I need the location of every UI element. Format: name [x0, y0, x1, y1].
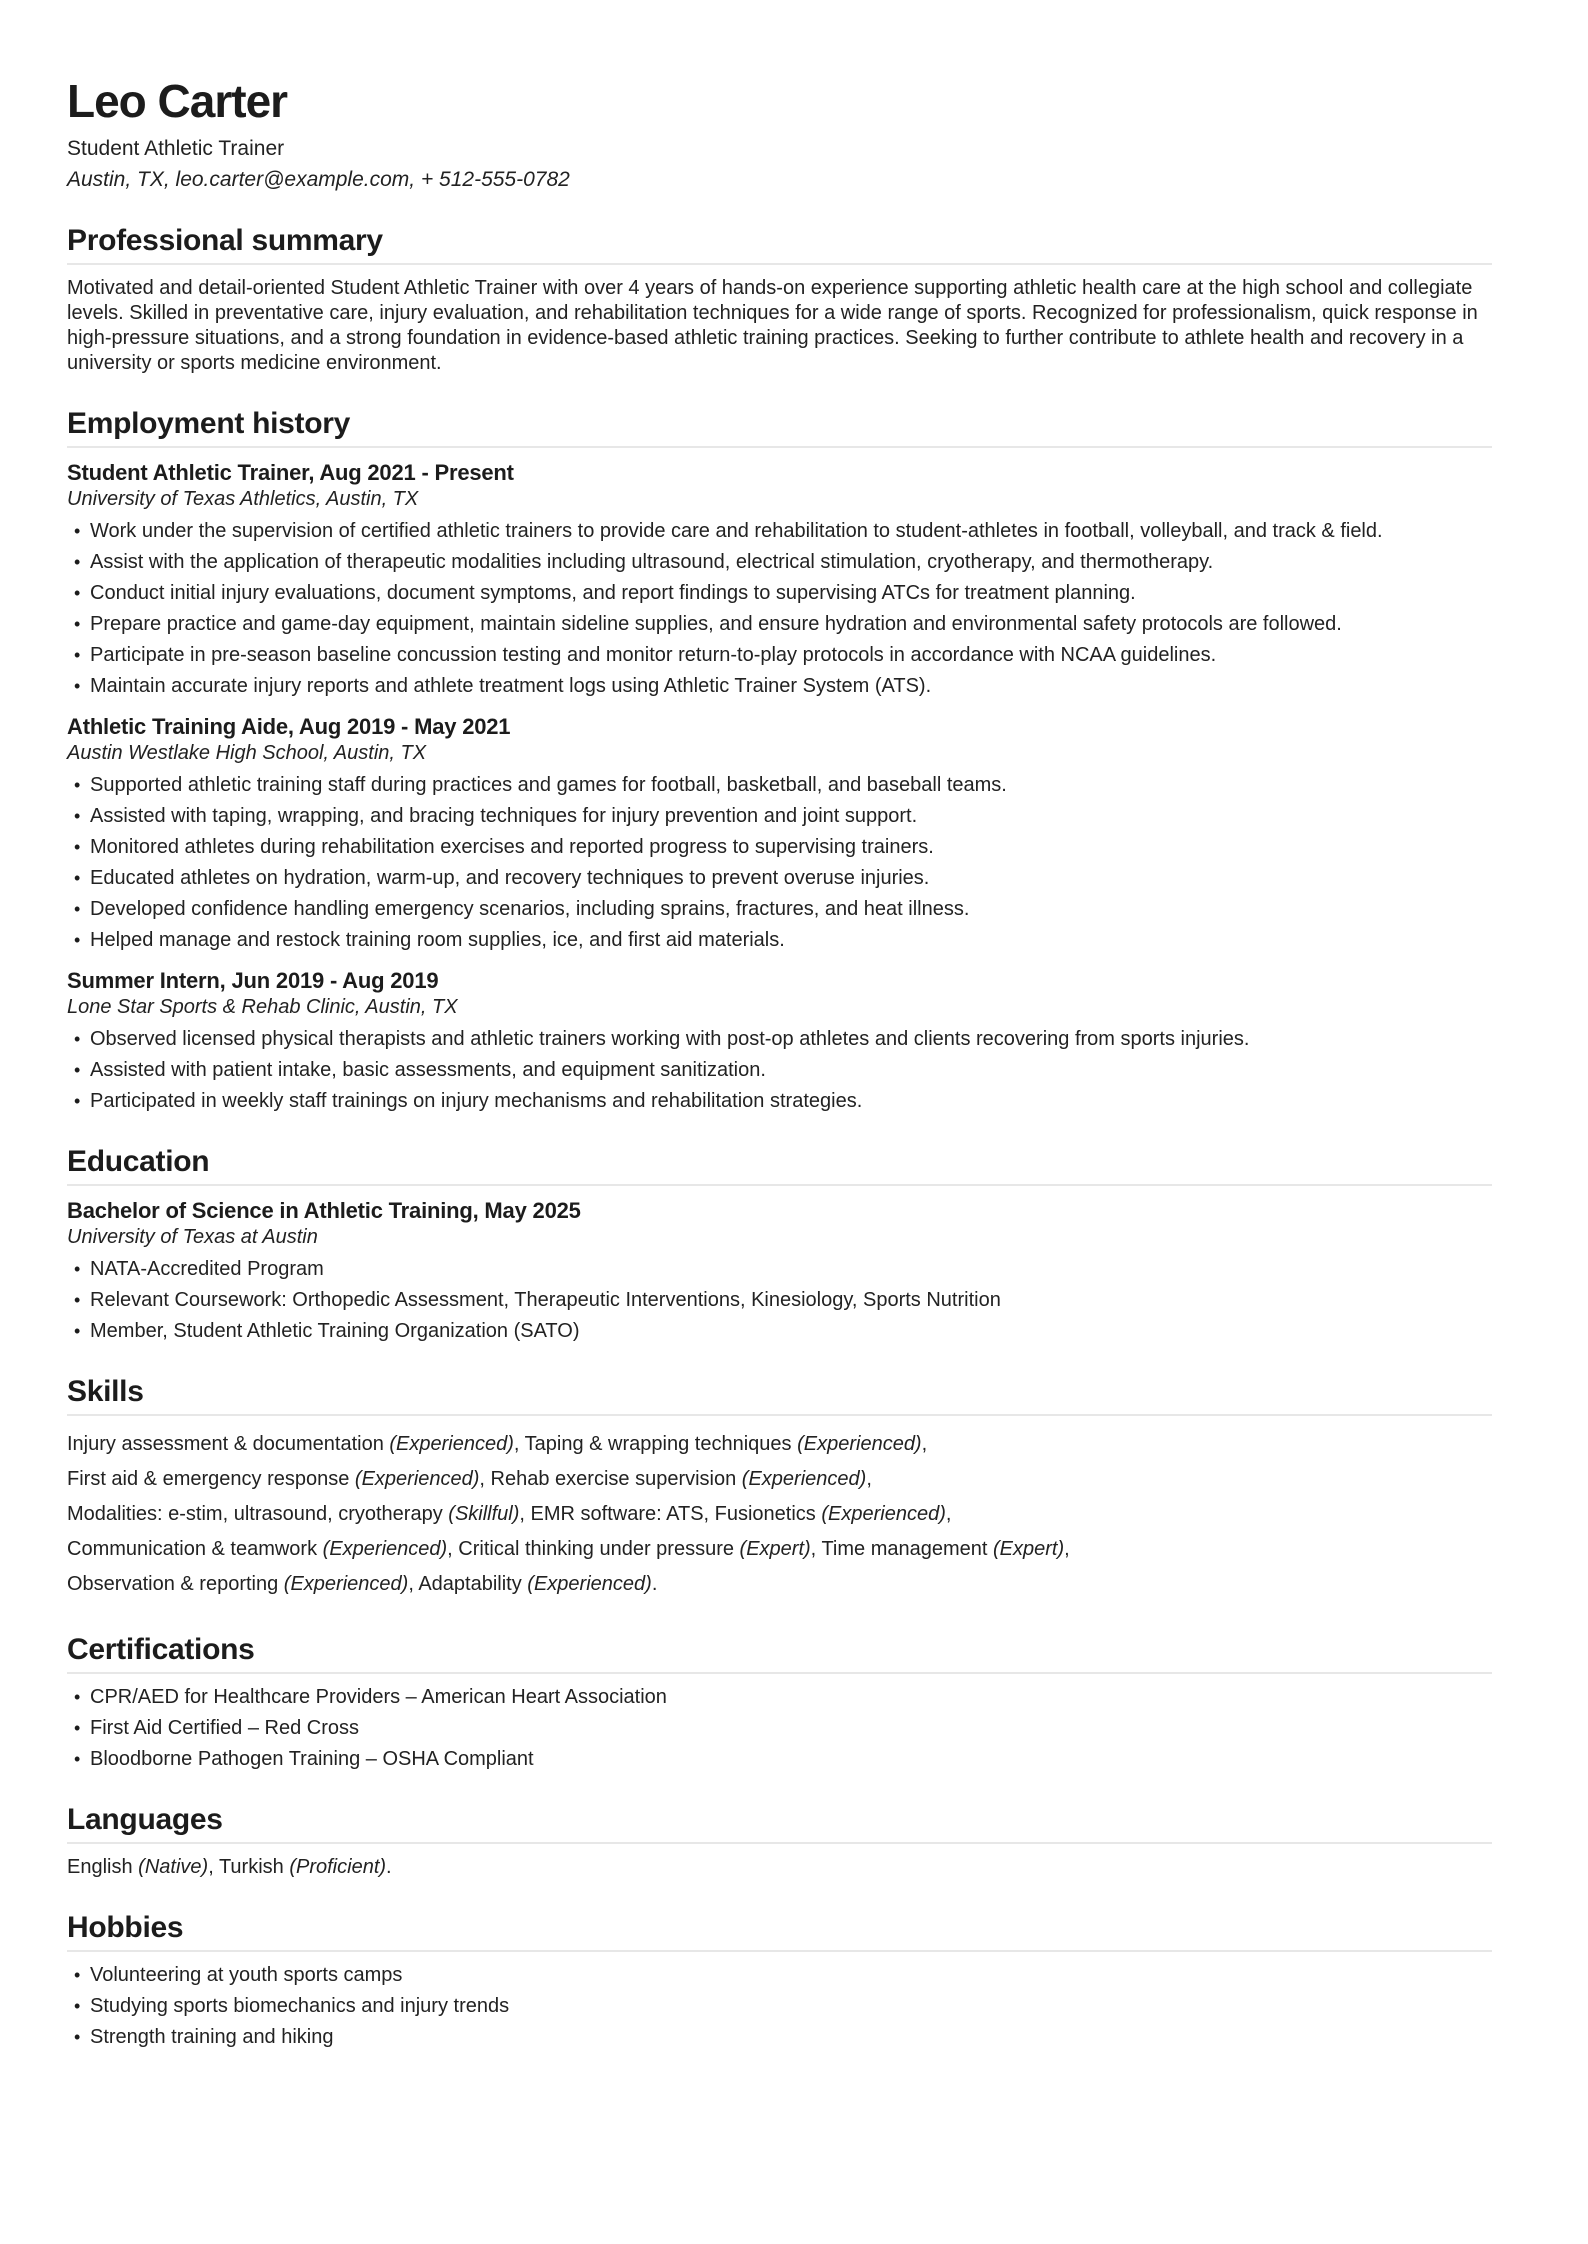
job-bullet: • Participated in weekly staff trainings on injury mechanisms and rehabilitation strategies.	[67, 1089, 1492, 1114]
job-bullet: • Assisted with patient intake, basic assessments, and equipment sanitization.	[67, 1058, 1492, 1083]
skill-item: EMR software: ATS, Fusionetics (Experienced),	[530, 1503, 952, 1525]
hobby-item: • Strength training and hiking	[67, 2025, 1492, 2050]
skill-item: Critical thinking under pressure (Expert),	[458, 1538, 822, 1560]
job-bullet: • Assisted with taping, wrapping, and bracing techniques for injury prevention and joint support.	[67, 804, 1492, 829]
section-divider	[67, 1184, 1492, 1186]
job-bullet: • Conduct initial injury evaluations, document symptoms, and report findings to supervising ATCs for treatment planning.	[67, 581, 1492, 606]
job-title: Athletic Training Aide, Aug 2019 - May 2021	[67, 714, 511, 739]
skills-list	[67, 1427, 1492, 1602]
hobby-item: • Studying sports biomechanics and injury trends	[67, 1994, 1492, 2019]
job-bullet: • Maintain accurate injury reports and athlete treatment logs using Athletic Trainer System (ATS).	[67, 674, 1492, 699]
education-degree: Bachelor of Science in Athletic Training, May 2025	[67, 1198, 581, 1223]
section-divider	[67, 263, 1492, 265]
skill-item: Rehab exercise supervision (Experienced),	[490, 1468, 872, 1490]
section-heading-languages: Languages	[67, 1803, 223, 1836]
section-divider	[67, 1950, 1492, 1952]
candidate-name: Leo Carter	[67, 75, 288, 127]
skills-line	[67, 1427, 1492, 1462]
skill-item: Modalities: e-stim, ultrasound, cryotherapy (Skillful),	[67, 1503, 531, 1525]
candidate-job-title: Student Athletic Trainer	[67, 137, 285, 160]
hobbies-list	[67, 1963, 1492, 2050]
job-entry	[67, 459, 1492, 699]
section-education	[67, 1145, 1492, 1344]
section-divider	[67, 1414, 1492, 1416]
section-hobbies	[67, 1911, 1492, 2050]
job-company: University of Texas Athletics, Austin, TX	[67, 488, 419, 510]
education-school: University of Texas at Austin	[67, 1226, 318, 1248]
skill-item: First aid & emergency response (Experienced),	[67, 1468, 491, 1490]
resume-header	[67, 76, 1492, 193]
skills-line	[67, 1532, 1492, 1567]
section-divider	[67, 446, 1492, 448]
job-title: Student Athletic Trainer, Aug 2021 - Present	[67, 460, 514, 485]
certification-item: • Bloodborne Pathogen Training – OSHA Compliant	[67, 1747, 1492, 1772]
skill-item: Observation & reporting (Experienced),	[67, 1573, 419, 1595]
skill-item: Injury assessment & documentation (Experienced),	[67, 1433, 525, 1455]
job-company: Lone Star Sports & Rehab Clinic, Austin, TX	[67, 996, 458, 1018]
job-bullet-list	[67, 773, 1492, 953]
section-heading-professional-summary: Professional summary	[67, 224, 383, 257]
job-bullet: • Developed confidence handling emergency scenarios, including sprains, fractures, and heat illness.	[67, 897, 1492, 922]
education-entry	[67, 1197, 1492, 1344]
job-bullet: • Assist with the application of therapeutic modalities including ultrasound, electrical stimulation, cryotherapy, and thermotherapy.	[67, 550, 1492, 575]
education-bullet-list	[67, 1257, 1492, 1344]
job-entry	[67, 967, 1492, 1114]
candidate-contact-line: Austin, TX, leo.carter@example.com, + 512-555-0782	[67, 168, 570, 191]
job-bullet: • Monitored athletes during rehabilitation exercises and reported progress to supervising trainers.	[67, 835, 1492, 860]
job-bullet-list	[67, 519, 1492, 699]
section-professional-summary	[67, 224, 1492, 376]
section-employment-history	[67, 407, 1492, 1114]
skill-item: Adaptability (Experienced).	[418, 1573, 658, 1595]
language-item: English (Native),	[67, 1856, 219, 1878]
skill-item: Taping & wrapping techniques (Experienced),	[524, 1433, 928, 1455]
skills-line	[67, 1567, 1492, 1602]
job-bullet: • Helped manage and restock training room supplies, ice, and first aid materials.	[67, 928, 1492, 953]
section-heading-certifications: Certifications	[67, 1633, 255, 1666]
job-title: Summer Intern, Jun 2019 - Aug 2019	[67, 968, 439, 993]
job-bullet-list	[67, 1027, 1492, 1114]
skill-item: Communication & teamwork (Experienced),	[67, 1538, 459, 1560]
languages-line	[67, 1855, 1492, 1880]
education-bullet: • Member, Student Athletic Training Organization (SATO)	[67, 1319, 1492, 1344]
language-item: Turkish (Proficient).	[218, 1856, 392, 1878]
skill-item: Time management (Expert),	[821, 1538, 1070, 1560]
skills-line	[67, 1497, 1492, 1532]
certification-item: • CPR/AED for Healthcare Providers – American Heart Association	[67, 1685, 1492, 1710]
section-languages	[67, 1803, 1492, 1880]
hobby-item: • Volunteering at youth sports camps	[67, 1963, 1492, 1988]
job-company: Austin Westlake High School, Austin, TX	[67, 742, 427, 764]
section-certifications	[67, 1633, 1492, 1772]
education-bullet: • Relevant Coursework: Orthopedic Assessment, Therapeutic Interventions, Kinesiology, Sports Nutrition	[67, 1288, 1492, 1313]
section-skills	[67, 1375, 1492, 1602]
section-heading-employment-history: Employment history	[67, 407, 350, 440]
section-divider	[67, 1842, 1492, 1844]
job-bullet: • Work under the supervision of certified athletic trainers to provide care and rehabilitation to student-athletes in football, volleyball, and track & field.	[67, 519, 1492, 544]
job-bullet: • Participate in pre-season baseline concussion testing and monitor return-to-play protocols in accordance with NCAA guidelines.	[67, 643, 1492, 668]
certification-item: • First Aid Certified – Red Cross	[67, 1716, 1492, 1741]
section-heading-education: Education	[67, 1145, 210, 1178]
certifications-list	[67, 1685, 1492, 1772]
job-bullet: • Prepare practice and game-day equipment, maintain sideline supplies, and ensure hydration and environmental safety protocols are followed.	[67, 612, 1492, 637]
section-heading-skills: Skills	[67, 1375, 144, 1408]
job-bullet: • Supported athletic training staff during practices and games for football, basketball, and baseball teams.	[67, 773, 1492, 798]
skills-line	[67, 1462, 1492, 1497]
section-divider	[67, 1672, 1492, 1674]
section-heading-hobbies: Hobbies	[67, 1911, 184, 1944]
job-bullet: • Observed licensed physical therapists and athletic trainers working with post-op athletes and clients recovering from sports injuries.	[67, 1027, 1492, 1052]
summary-paragraph: Motivated and detail-oriented Student Athletic Trainer with over 4 years of hands-on experience supporting athletic health care at the high school and collegiate levels. Skilled in preventative care, injury evaluation, and rehabilitation techniques for a wide range of sports. Recognized for professionalism, quick response in high-pressure situations, and a strong foundation in evidence-based athletic training practices. Seeking to further contribute to athlete health and recovery in a university or sports medicine environment.	[67, 277, 1478, 374]
job-entry	[67, 713, 1492, 953]
job-bullet: • Educated athletes on hydration, warm-up, and recovery techniques to prevent overuse injuries.	[67, 866, 1492, 891]
education-bullet: • NATA-Accredited Program	[67, 1257, 1492, 1282]
